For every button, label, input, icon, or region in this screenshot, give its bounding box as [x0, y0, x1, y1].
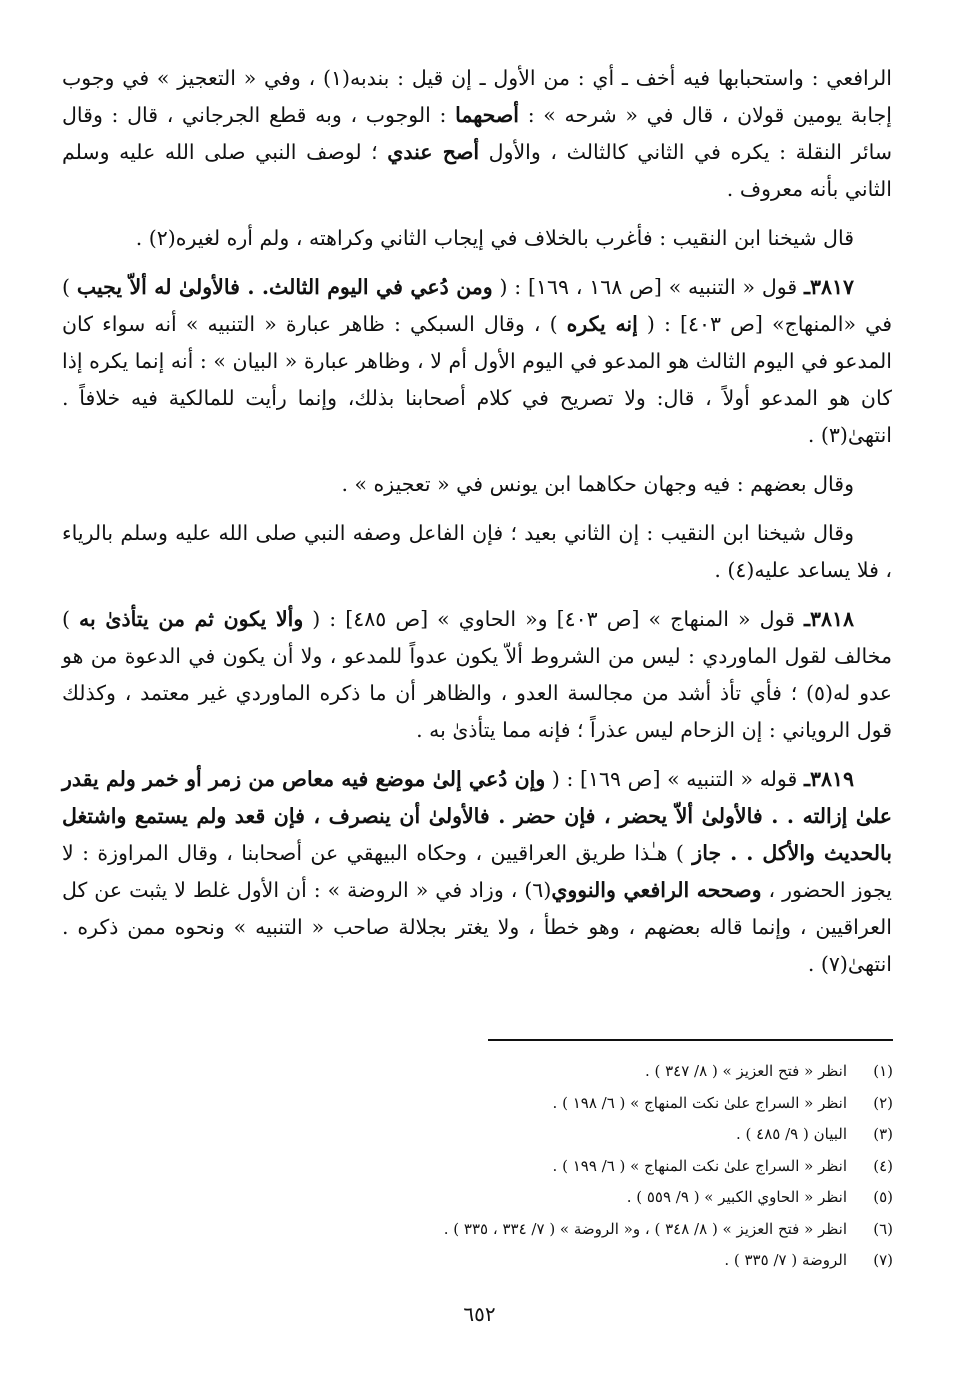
footnote-number: (٤)	[873, 1156, 893, 1175]
emphasized-text: ومن دُعي في اليوم الثالث. . فالأولىٰ له ألاّ يجيب	[76, 275, 493, 299]
footnote	[113, 1151, 893, 1183]
footnote-text: البيان ( ٩/ ٤٨٥ ) .	[736, 1125, 847, 1143]
footnote	[113, 1088, 893, 1120]
text-run: الرافعي : واستحبابها فيه أخف ـ أي : من الأول ـ إن قيل : بندبه(١) ، وفي « التعجيز » في وجوب إجابة يومين قولان ، قال في « شرحه » :	[62, 66, 892, 127]
paragraph	[62, 515, 892, 589]
footnote-text: انظر « السراج علىٰ نكت المنهاج » ( ٦/ ١٩٩ ) .	[552, 1156, 847, 1175]
emphasized-text: وألا يكون ثم من يتأذىٰ به	[79, 607, 304, 631]
page-number: ٦٥٢	[463, 1302, 496, 1326]
footnote-number: (٣)	[873, 1125, 893, 1143]
footnote-number: (٢)	[873, 1093, 893, 1112]
text-run: قال شيخنا ابن النقيب : فأغرب بالخلاف في إيجاب الثاني وكراهته ، ولم أره لغيره(٢) .	[135, 226, 854, 250]
paragraph	[62, 761, 892, 983]
emphasized-text: وصححه الرافعي والنووي	[551, 878, 762, 902]
text-run: قوله « التنبيه » [ص ١٦٩] : (	[545, 767, 804, 791]
footnote-text: الروضة ( ٧/ ٣٣٥ ) .	[724, 1251, 847, 1269]
text-run: : الوجوب ، وبه قطع الجرجاني ، قال : وقال سائر النقلة : يكره في الثاني كالثالث ، والأول	[62, 103, 892, 164]
text-run: ) ، وقال السبكي : ظاهر عبارة « التنبيه » أنه سواء كان المدعو في اليوم الثالث هو المدعو في اليوم الأول أم لا ، وظاهر عبارة « البيان » : أنه إنما يكره إذا كان هو المدعو أولاً ، قال: ولا تصريح في كلام أصحابنا بذلك، وإنما رأيت للمالكية فيه خلافاً . انتهىٰ(٣) .	[62, 312, 892, 447]
paragraph	[62, 220, 892, 257]
main-text	[62, 60, 892, 995]
paragraph	[62, 269, 892, 454]
text-run: وقال بعضهم : فيه وجهان حكاهما ابن يونس في « تعجيزه » .	[341, 472, 854, 496]
text-run: وقال شيخنا ابن النقيب : إن الثاني بعيد ؛ فإن الفاعل وصفه النبي صلى الله عليه وسلم بالرياء ، فلا يساعد عليه(٤) .	[62, 521, 892, 582]
issue-number: ٣٨١٧ـ	[803, 275, 855, 299]
footnotes	[113, 1056, 893, 1277]
paragraph	[62, 601, 892, 749]
issue-number: ٣٨١٨ـ	[803, 607, 854, 631]
footnote-number: (٦)	[873, 1219, 893, 1238]
footnote-text: انظر « فتح العزيز » ( ٨/ ٣٤٨ ) ، و« الروضة » ( ٧/ ٣٣٤ ، ٣٣٥ ) .	[443, 1219, 847, 1238]
footnote	[113, 1182, 893, 1214]
footnote	[113, 1245, 893, 1277]
footnote-number: (٥)	[873, 1188, 893, 1206]
text-run: ) في «المنهاج» [ص ٤٠٣] : (	[62, 275, 892, 336]
footnote-text: انظر « السراج علىٰ نكت المنهاج » ( ٦/ ١٩٨ ) .	[552, 1093, 847, 1112]
footnote	[113, 1214, 893, 1246]
emphasized-text: أصح عندي	[387, 140, 480, 164]
text-run: قول « التنبيه » [ص ١٦٨ ، ١٦٩] : (	[492, 275, 804, 299]
footnote	[113, 1119, 893, 1151]
emphasized-text: أصحهما	[455, 103, 520, 127]
text-run: قول « المنهاج » [ص ٤٠٣] و« الحاوي » [ص ٤٨٥] : (	[303, 607, 804, 631]
footnote-text: انظر « فتح العزيز » ( ٨/ ٣٤٧ ) .	[644, 1062, 847, 1080]
footnote-number: (٧)	[873, 1251, 893, 1269]
footnote-text: انظر « الحاوي الكبير » ( ٩/ ٥٥٩ ) .	[626, 1188, 847, 1206]
paragraph	[62, 60, 892, 208]
issue-number: ٣٨١٩ـ	[803, 767, 854, 791]
footnote-separator	[488, 1039, 893, 1041]
text-run: ؛ لوصف النبي صلى الله عليه وسلم الثاني بأنه معروف .	[62, 140, 892, 201]
footnote-number: (١)	[873, 1062, 893, 1080]
emphasized-text: وإن دُعي إلىٰ موضع فيه معاص من زمر أو خمر ولم يقدر علىٰ إزالته . . فالأولىٰ ألاّ يحضر ، فإن حضر . فالأولىٰ أن ينصرف ، فإن قعد ولم يستمع واشتغل بالحديث والأكل . . جاز	[62, 767, 892, 865]
emphasized-text: إنه يكره	[566, 312, 638, 336]
text-run: ) مخالف لقول الماوردي : ليس من الشروط ألاّ يكون عدواً للمدعو ، ولا أن يكون في الدعوة من هو عدو له(٥) ؛ فأي تأذ أشد من مجالسة العدو ، والظاهر أن ما ذكره الماوردي غير معتمد ، وكذلك قول الروياني : إن الزحام ليس عذراً ؛ فإنه مما يتأذىٰ به .	[62, 607, 892, 742]
text-run: (٦) ، وزاد في « الروضة » : أن الأول غلط لا يثبت عن كل العراقيين ، وإنما قاله بعضهم ، وهو خطأ ، ولا يغتر بجلالة صاحب « التنبيه » ونحوه ممن ذكره . انتهىٰ(٧) .	[62, 878, 892, 976]
text-run: ) هـٰذا طريق العراقيين ، وحكاه البيهقي عن أصحابنا ، وقال المراوزة : لا يجوز الحضور ،	[62, 841, 893, 902]
footnote	[113, 1056, 893, 1088]
paragraph	[62, 466, 892, 503]
